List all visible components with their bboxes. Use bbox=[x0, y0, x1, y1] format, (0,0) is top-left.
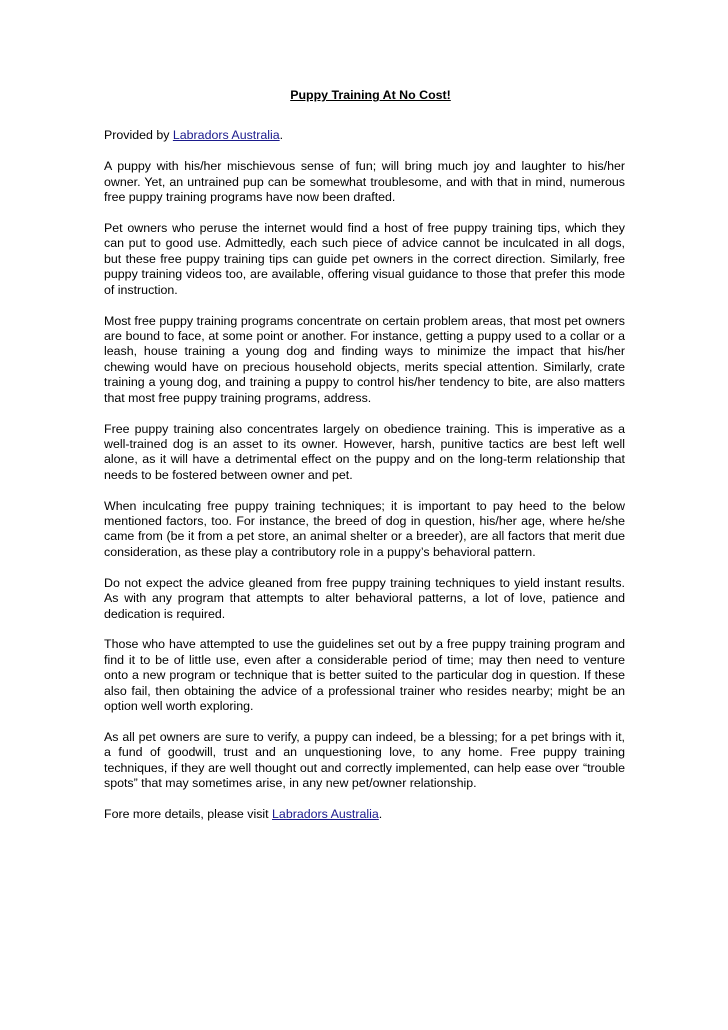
more-details-suffix: . bbox=[378, 807, 383, 822]
paragraph-factors: When inculcating free puppy training techniques; it is important to pay heed to the below mentioned factors, too. For instance, the breed of dog in question, his/her age, where he/she came from (be it from a pet store, an animal shelter or a breeder), are all factors that merit due consideration, as these play a contributory role in a puppy’s behavioral pattern. bbox=[104, 498, 625, 559]
document-page bbox=[104, 88, 625, 823]
provided-by-suffix: . bbox=[279, 128, 284, 143]
document-title: Puppy Training At No Cost! bbox=[290, 88, 451, 102]
labradors-australia-link[interactable]: Labradors Australia bbox=[172, 128, 280, 143]
provided-by-prefix: Provided by bbox=[104, 128, 173, 143]
paragraph-intro: A puppy with his/her mischievous sense of fun; will bring much joy and laughter to his/her owner. Yet, an untrained pup can be somewhat troublesome, and with that in mind, numerous free puppy training programs have now been drafted. bbox=[104, 159, 625, 205]
paragraph-patience: Do not expect the advice gleaned from free puppy training techniques to yield instant results. As with any program that attempts to alter behavioral patterns, a lot of love, patience and dedication is required. bbox=[104, 575, 625, 621]
paragraph-professional-trainer: Those who have attempted to use the guidelines set out by a free puppy training program and find it to be of little use, even after a considerable period of time; may then need to venture onto a new program or technique that is better suited to the particular dog in question. If these also fail, then obtaining the advice of a professional trainer who resides nearby; might be an option well worth exploring. bbox=[104, 637, 625, 714]
more-details-prefix: Fore more details, please visit bbox=[104, 807, 273, 822]
paragraph-internet-tips: Pet owners who peruse the internet would find a host of free puppy training tips, which they can put to good use. Admittedly, each such piece of advice cannot be inculcated in all dogs, but these free puppy training tips can guide pet owners in the correct direction. Similarly, free puppy training videos too, are available, offering visual guidance to those that prefer this mode of instruction. bbox=[104, 221, 625, 297]
paragraph-blessing: As all pet owners are sure to verify, a puppy can indeed, be a blessing; for a pet brings with it, a fund of goodwill, trust and an unquestioning love, to any home. Free puppy training techniques, if they are well thought out and correctly implemented, can help ease over “trouble spots” that may sometimes arise, in any new pet/owner relationship. bbox=[104, 730, 625, 791]
provided-by-line bbox=[104, 128, 625, 143]
labradors-australia-footer-link[interactable]: Labradors Australia bbox=[272, 807, 379, 822]
more-details-line bbox=[104, 807, 625, 822]
paragraph-obedience: Free puppy training also concentrates largely on obedience training. This is imperative as a well-trained dog is an asset to its owner. However, harsh, punitive tactics are best left well alone, as it will have a detrimental effect on the puppy and on the long-term relationship that needs to be fostered between owner and pet. bbox=[104, 421, 625, 482]
paragraph-problem-areas: Most free puppy training programs concentrate on certain problem areas, that most pet owners are bound to face, at some point or another. For instance, getting a puppy used to a collar or a leash, house training a young dog and finding ways to minimize the impact that his/her chewing would have on precious household objects, merits special attention. Similarly, crate training a young dog, and training a puppy to control his/her tendency to bite, are also matters that most free puppy training programs, address. bbox=[104, 313, 625, 405]
